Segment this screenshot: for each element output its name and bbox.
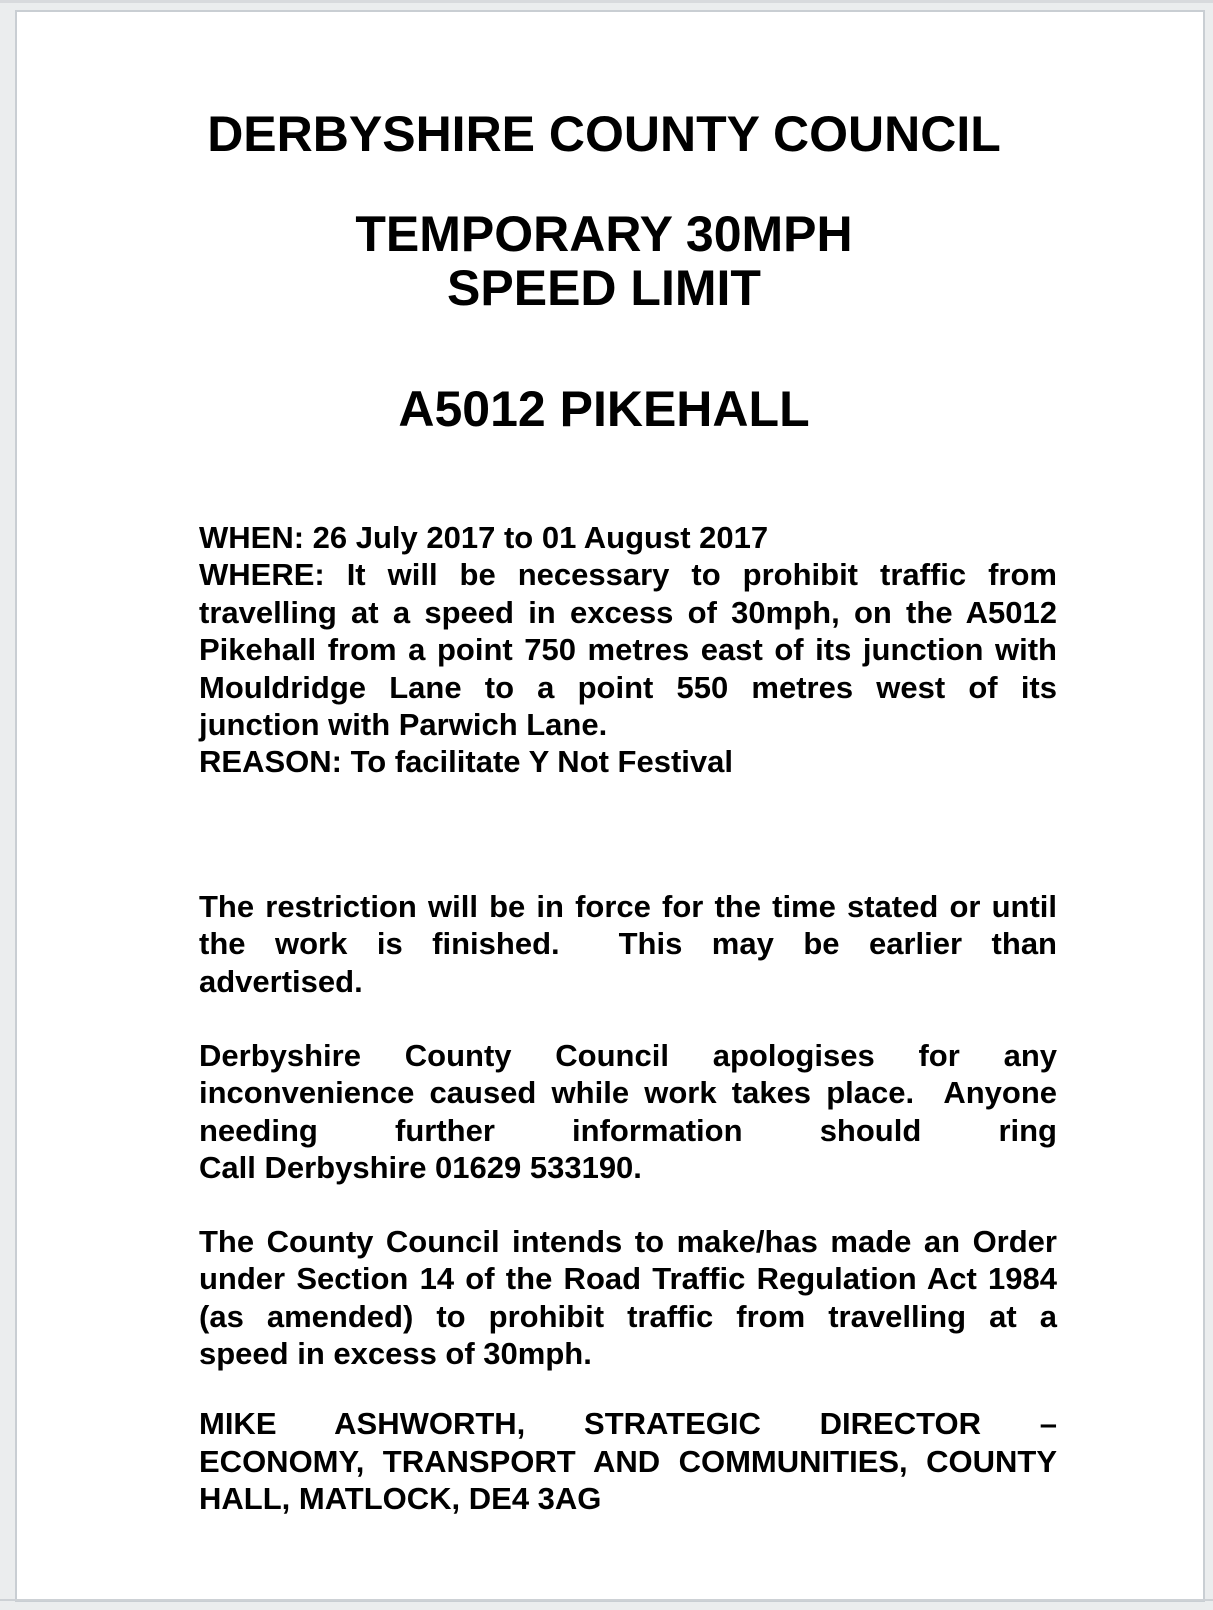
signature-paragraph <box>199 1405 1057 1517</box>
where-line: Mouldridge Lane to a point 550 metres west of its <box>199 669 1057 705</box>
order-line: under Section 14 of the Road Traffic Regulation Act 1984 <box>199 1261 1057 1297</box>
notice-content-column <box>199 12 1057 1518</box>
apology-paragraph <box>199 1037 1057 1187</box>
council-heading: DERBYSHIRE COUNTY COUNCIL <box>207 106 1001 162</box>
where-line: junction with Parwich Lane. <box>199 707 608 743</box>
signature-line: HALL, MATLOCK, DE4 3AG <box>199 1481 602 1517</box>
order-line: The County Council intends to make/has made an Order <box>199 1223 1057 1259</box>
order-paragraph <box>199 1223 1057 1373</box>
apology-line: inconvenience caused while work takes place. Anyone <box>199 1075 1057 1111</box>
when-line: WHEN: 26 July 2017 to 01 August 2017 <box>199 520 769 555</box>
screen-bottom-edge <box>0 1599 1213 1601</box>
restriction-line: advertised. <box>199 963 363 999</box>
restriction-paragraph <box>199 888 1057 1000</box>
reason-line: REASON: To facilitate Y Not Festival <box>199 744 734 780</box>
road-heading: A5012 PIKEHALL <box>398 381 810 437</box>
where-line: Pikehall from a point 750 metres east of its junction with <box>199 632 1057 668</box>
notice-title-line-1: TEMPORARY 30MPH <box>355 206 853 262</box>
apology-line: Derbyshire County Council apologises for any <box>199 1038 1057 1074</box>
notice-page <box>15 10 1205 1602</box>
order-line: (as amended) to prohibit traffic from travelling at a <box>199 1298 1057 1334</box>
order-line: speed in excess of 30mph. <box>199 1335 592 1371</box>
signature-line: MIKE ASHWORTH, STRATEGIC DIRECTOR – <box>199 1406 1057 1442</box>
apology-line: Call Derbyshire 01629 533190. <box>199 1150 642 1186</box>
signature-line: ECONOMY, TRANSPORT AND COMMUNITIES, COUNTY <box>199 1443 1057 1479</box>
restriction-line: The restriction will be in force for the time stated or until <box>199 888 1057 924</box>
notice-title <box>199 207 1057 315</box>
restriction-line: the work is finished. This may be earlier than <box>199 926 1057 962</box>
where-line: WHERE: It will be necessary to prohibit traffic from <box>199 557 1057 593</box>
notice-title-line-2: SPEED LIMIT <box>447 260 761 316</box>
when-where-reason-paragraph <box>199 519 1057 781</box>
where-line: travelling at a speed in excess of 30mph, on the A5012 <box>199 594 1057 630</box>
apology-line: needing further information should ring <box>199 1112 1057 1148</box>
screen-top-edge <box>0 0 1213 3</box>
